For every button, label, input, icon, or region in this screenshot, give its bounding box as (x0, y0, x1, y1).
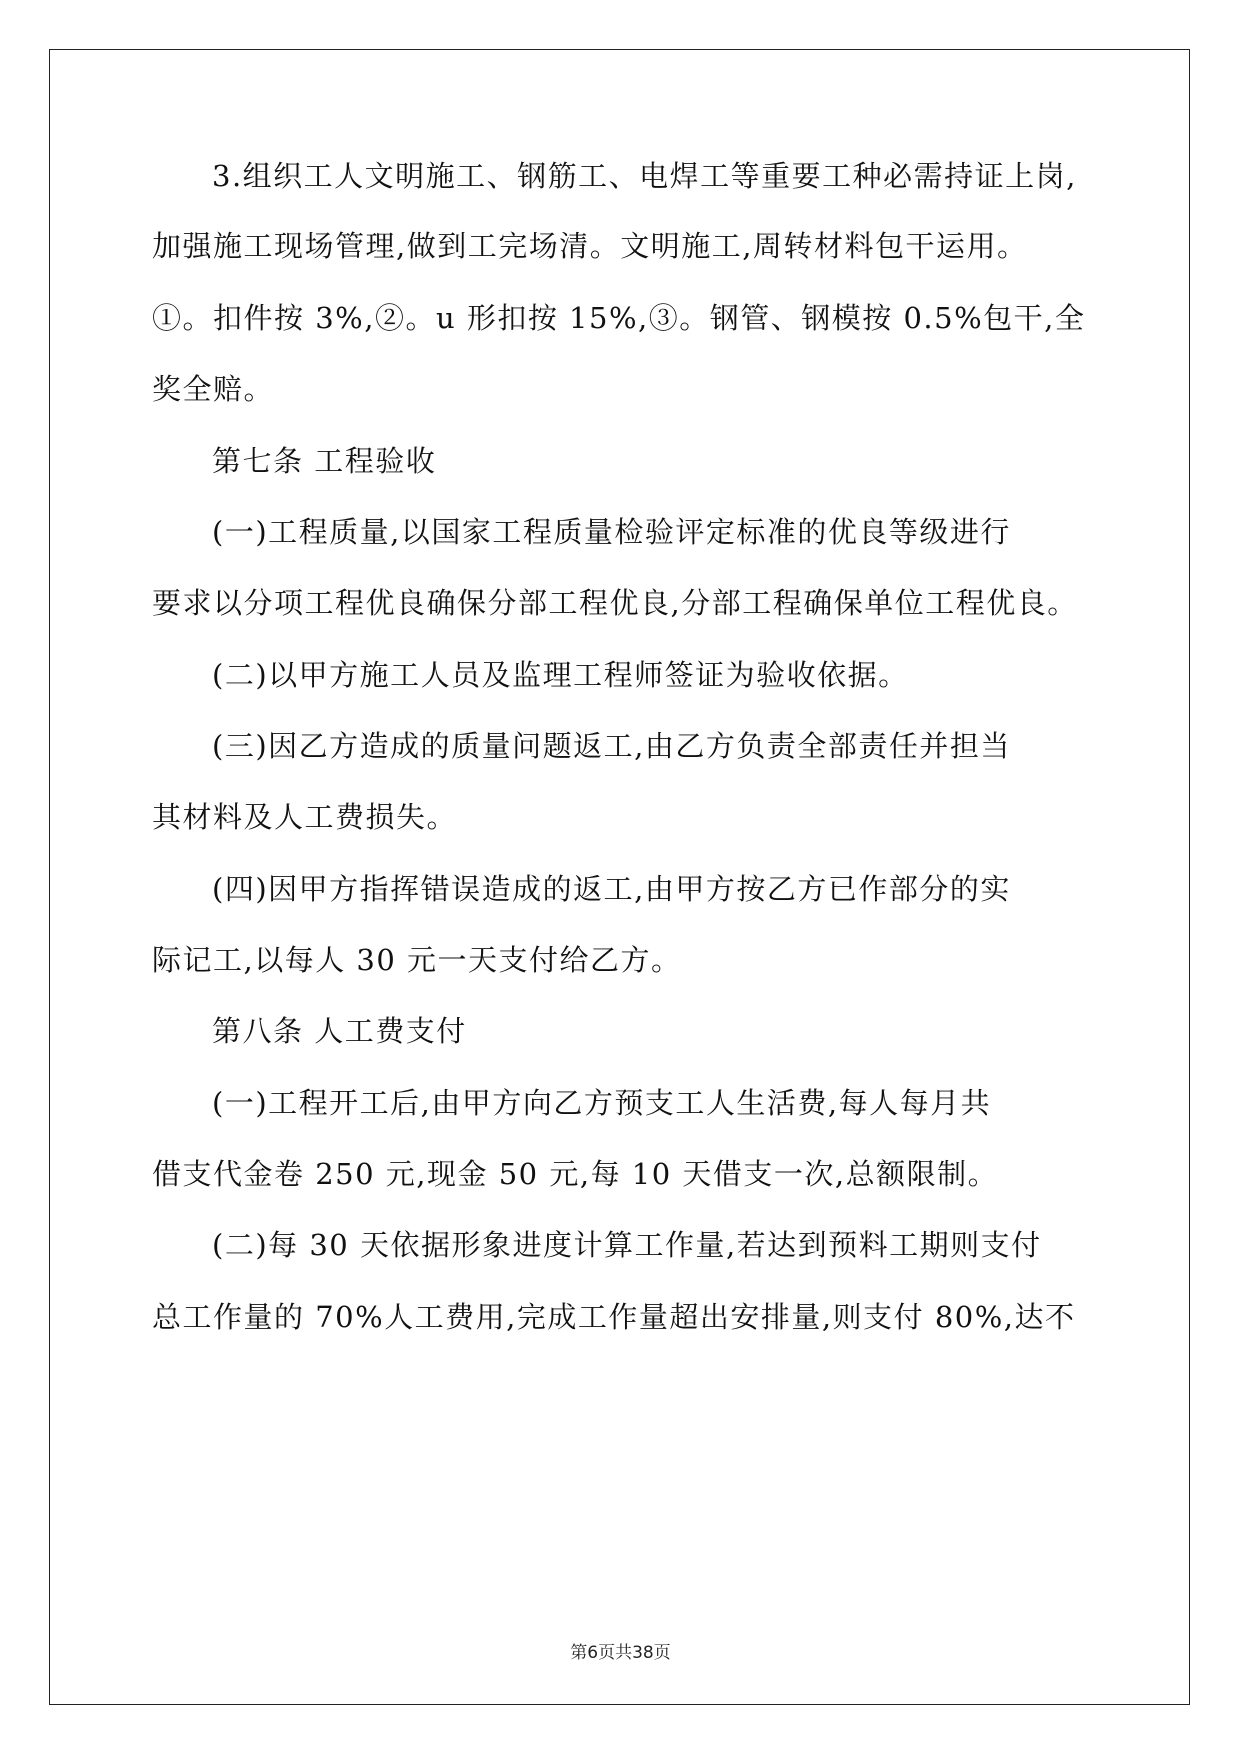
paragraph-line: (一)工程质量,以国家工程质量检验评定标准的优良等级进行 (212, 515, 1011, 549)
paragraph-line: (四)因甲方指挥错误造成的返工,由甲方按乙方已作部分的实 (212, 872, 1011, 906)
paragraph-line: 际记工,以每人 30 元一天支付给乙方。 (152, 943, 682, 977)
section-heading: 第七条 工程验收 (212, 444, 437, 478)
paragraph-line: (二)以甲方施工人员及监理工程师签证为验收依据。 (212, 658, 909, 692)
paragraph-line: 奖全赔。 (152, 372, 275, 406)
page-total: 共38页 (615, 1643, 671, 1663)
paragraph-line: 借支代金卷 250 元,现金 50 元,每 10 天借支一次,总额限制。 (152, 1157, 999, 1191)
paragraph-line: 其材料及人工费损失。 (152, 800, 458, 834)
paragraph-line: (三)因乙方造成的质量问题返工,由乙方负责全部责任并担当 (212, 729, 1011, 763)
paragraph-line: ①。扣件按 3%,②。u 形扣按 15%,③。钢管、钢模按 0.5%包干,全 (152, 301, 1086, 335)
section-heading: 第八条 人工费支付 (212, 1014, 467, 1048)
page-number-footer (0, 1642, 1241, 1664)
paragraph-line: (一)工程开工后,由甲方向乙方预支工人生活费,每人每月共 (212, 1086, 992, 1120)
paragraph-line: 要求以分项工程优良确保分部工程优良,分部工程确保单位工程优良。 (152, 586, 1078, 620)
page-current: 第6页 (570, 1643, 616, 1663)
paragraph-line: 总工作量的 70%人工费用,完成工作量超出安排量,则支付 80%,达不 (152, 1300, 1076, 1334)
paragraph-line: 3.组织工人文明施工、钢筋工、电焊工等重要工种必需持证上岗, (212, 159, 1077, 193)
paragraph-line: 加强施工现场管理,做到工完场清。文明施工,周转材料包干运用。 (152, 229, 1028, 263)
paragraph-line: (二)每 30 天依据形象进度计算工作量,若达到预料工期则支付 (212, 1228, 1042, 1262)
